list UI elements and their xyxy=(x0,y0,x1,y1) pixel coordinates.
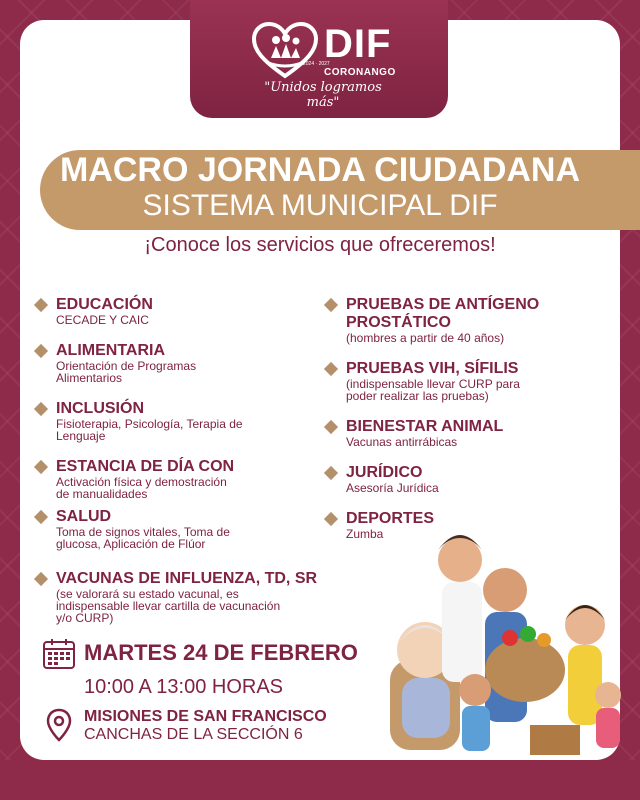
intro-text: ¡Conoce los servicios que ofreceremos! xyxy=(144,234,496,256)
service-desc: Vacunas antirrábicas xyxy=(346,435,458,449)
calendar-icon xyxy=(42,638,76,670)
service-title: ESTANCIA DE DÍA CON xyxy=(56,458,235,475)
event-date: MARTES 24 DE FEBRERO xyxy=(84,640,358,665)
location-pin-icon xyxy=(46,708,72,742)
service-title: ALIMENTARIA xyxy=(56,342,166,359)
service-desc: indispensable llevar cartilla de vacunación xyxy=(56,599,281,613)
service-desc: (se valorará su estado vacunal, es xyxy=(56,587,239,601)
diamond-bullet-icon xyxy=(34,460,48,474)
service-desc: glucosa, Aplicación de Flúor xyxy=(56,537,206,551)
diamond-bullet-icon xyxy=(324,512,338,526)
service-desc: Activación física y demostración xyxy=(56,475,227,489)
service-desc: y/o CURP) xyxy=(56,611,114,625)
service-desc: poder realizar las pruebas) xyxy=(346,389,489,403)
service-title: VACUNAS DE INFLUENZA, TD, SR xyxy=(56,570,318,587)
service-desc: (hombres a partir de 40 años) xyxy=(346,331,505,345)
service-title: INCLUSIÓN xyxy=(56,400,144,417)
service-title: JURÍDICO xyxy=(346,464,423,481)
service-title: SALUD xyxy=(56,508,112,525)
logo-municipality: CORONANGO xyxy=(324,67,396,78)
service-desc: Orientación de Programas xyxy=(56,359,197,373)
service-item-bienestar-animal xyxy=(326,418,503,448)
service-item-inclusion xyxy=(36,400,243,442)
logo-years: 2024 · 2027 xyxy=(303,61,330,67)
service-item-vacunas xyxy=(36,570,317,624)
service-title: DEPORTES xyxy=(346,510,435,527)
service-item-juridico xyxy=(326,464,439,494)
service-desc: (indispensable llevar CURP para xyxy=(346,377,520,391)
family-illustration xyxy=(380,520,630,760)
service-desc: Toma de signos vitales, Toma de xyxy=(56,525,230,539)
service-item-alimentaria xyxy=(36,342,196,384)
diamond-bullet-icon xyxy=(324,298,338,312)
logo-wordmark: DIF xyxy=(324,22,392,66)
banner-subtitle: SISTEMA MUNICIPAL DIF xyxy=(142,189,498,222)
service-title: PRUEBAS VIH, SÍFILIS xyxy=(346,360,519,377)
dif-heart-logo-icon xyxy=(252,22,318,80)
service-title: BIENESTAR ANIMAL xyxy=(346,418,504,435)
service-desc: CECADE Y CAIC xyxy=(56,313,149,327)
banner-title: MACRO JORNADA CIUDADANA xyxy=(59,151,581,189)
diamond-bullet-icon xyxy=(34,510,48,524)
bottom-decorative-band xyxy=(0,760,640,800)
service-desc: Asesoría Jurídica xyxy=(346,481,439,495)
service-item-antigeno xyxy=(326,296,539,344)
diamond-bullet-icon xyxy=(34,298,48,312)
event-time: 10:00 A 13:00 HORAS xyxy=(84,676,284,698)
service-item-educacion xyxy=(36,296,153,326)
diamond-bullet-icon xyxy=(34,572,48,586)
diamond-bullet-icon xyxy=(324,466,338,480)
service-title: EDUCACIÓN xyxy=(56,296,153,313)
diamond-bullet-icon xyxy=(34,402,48,416)
diamond-bullet-icon xyxy=(324,420,338,434)
service-item-estancia xyxy=(36,458,234,500)
service-item-salud xyxy=(36,508,230,550)
diamond-bullet-icon xyxy=(324,362,338,376)
service-desc: Lenguaje xyxy=(56,429,106,443)
service-item-vih xyxy=(326,360,520,402)
service-title: PROSTÁTICO xyxy=(346,314,451,331)
diamond-bullet-icon xyxy=(34,344,48,358)
service-desc: Zumba xyxy=(346,527,384,541)
event-place-detail: CANCHAS DE LA SECCIÓN 6 xyxy=(84,726,303,743)
service-desc: de manualidades xyxy=(56,487,148,501)
service-desc: Fisioterapia, Psicología, Terapia de xyxy=(56,417,243,431)
event-place-name: MISIONES DE SAN FRANCISCO xyxy=(84,708,327,725)
slogan: "Unidos logramos más" xyxy=(264,80,382,110)
service-desc: Alimentarios xyxy=(56,371,123,385)
service-title: PRUEBAS DE ANTÍGENO xyxy=(346,296,540,313)
